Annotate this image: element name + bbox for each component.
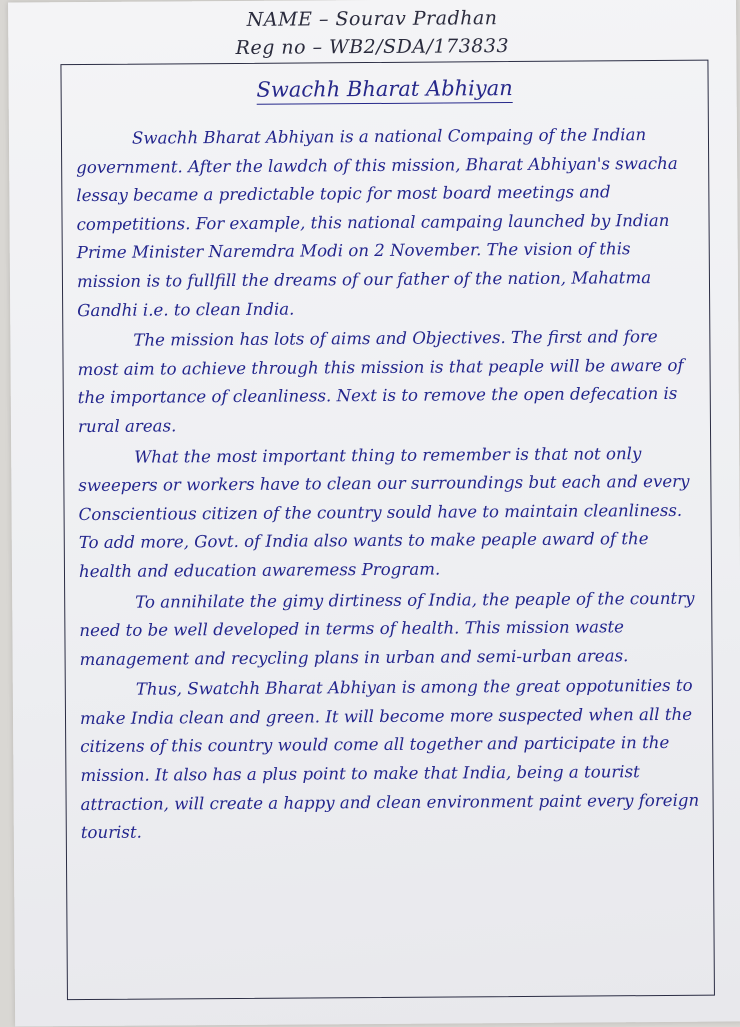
paragraph-5: Thus, Swatchh Bharat Abhiyan is among the great oppotunities to make India clean and green. It will become more suspected when all the citizens of this country would come all together and participate in the mission. It also has a plus point to make that India, being a tourist attraction, will create a happy and clean environment paint every foreign tourist. — [79, 676, 700, 843]
paragraph-4: To annihilate the gimy dirtiness of India, the peaple of the country need to be well developed in terms of health. This mission waste management and recycling plans in urban and semi-urban areas. — [79, 588, 695, 669]
essay-border — [60, 60, 715, 1001]
essay-title — [62, 75, 708, 104]
essay-title-text: Swachh Bharat Abhiyan — [256, 76, 512, 105]
essay-body — [76, 121, 703, 848]
paragraph-1: Swachh Bharat Abhiyan is a national Compaing of the Indian government. After the lawdch of this mission, Bharat Abhiyan's swacha lessay became a predictable topic for most board meetings and competitions. For example, this national campaing launched by Indian Prime Minister Naremdra Modi on 2 November. The vision of this mission is to fullfill the dreams of our father of the nation, Mahatma Gandhi i.e. to clean India. — [76, 125, 678, 320]
paper-sheet — [8, 0, 740, 1027]
student-name: NAME – Sourav Pradhan — [246, 7, 498, 31]
paragraph-3: What the most important thing to remember is that not only sweepers or workers have to clean our surroundings but each and every Conscientious citizen of the country sould have to maintain cleanliness. To add more, Govt. of India also wants to make peaple award of the health and education awaremess Program. — [78, 443, 690, 581]
registration-number: Reg no – WB2/SDA/173833 — [235, 35, 510, 59]
paragraph-2: The mission has lots of aims and Objectives. The first and fore most aim to achieve through this mission is that peaple will be aware of the importance of cleanliness. Next is to remove the open defecation is rural areas. — [77, 327, 684, 437]
